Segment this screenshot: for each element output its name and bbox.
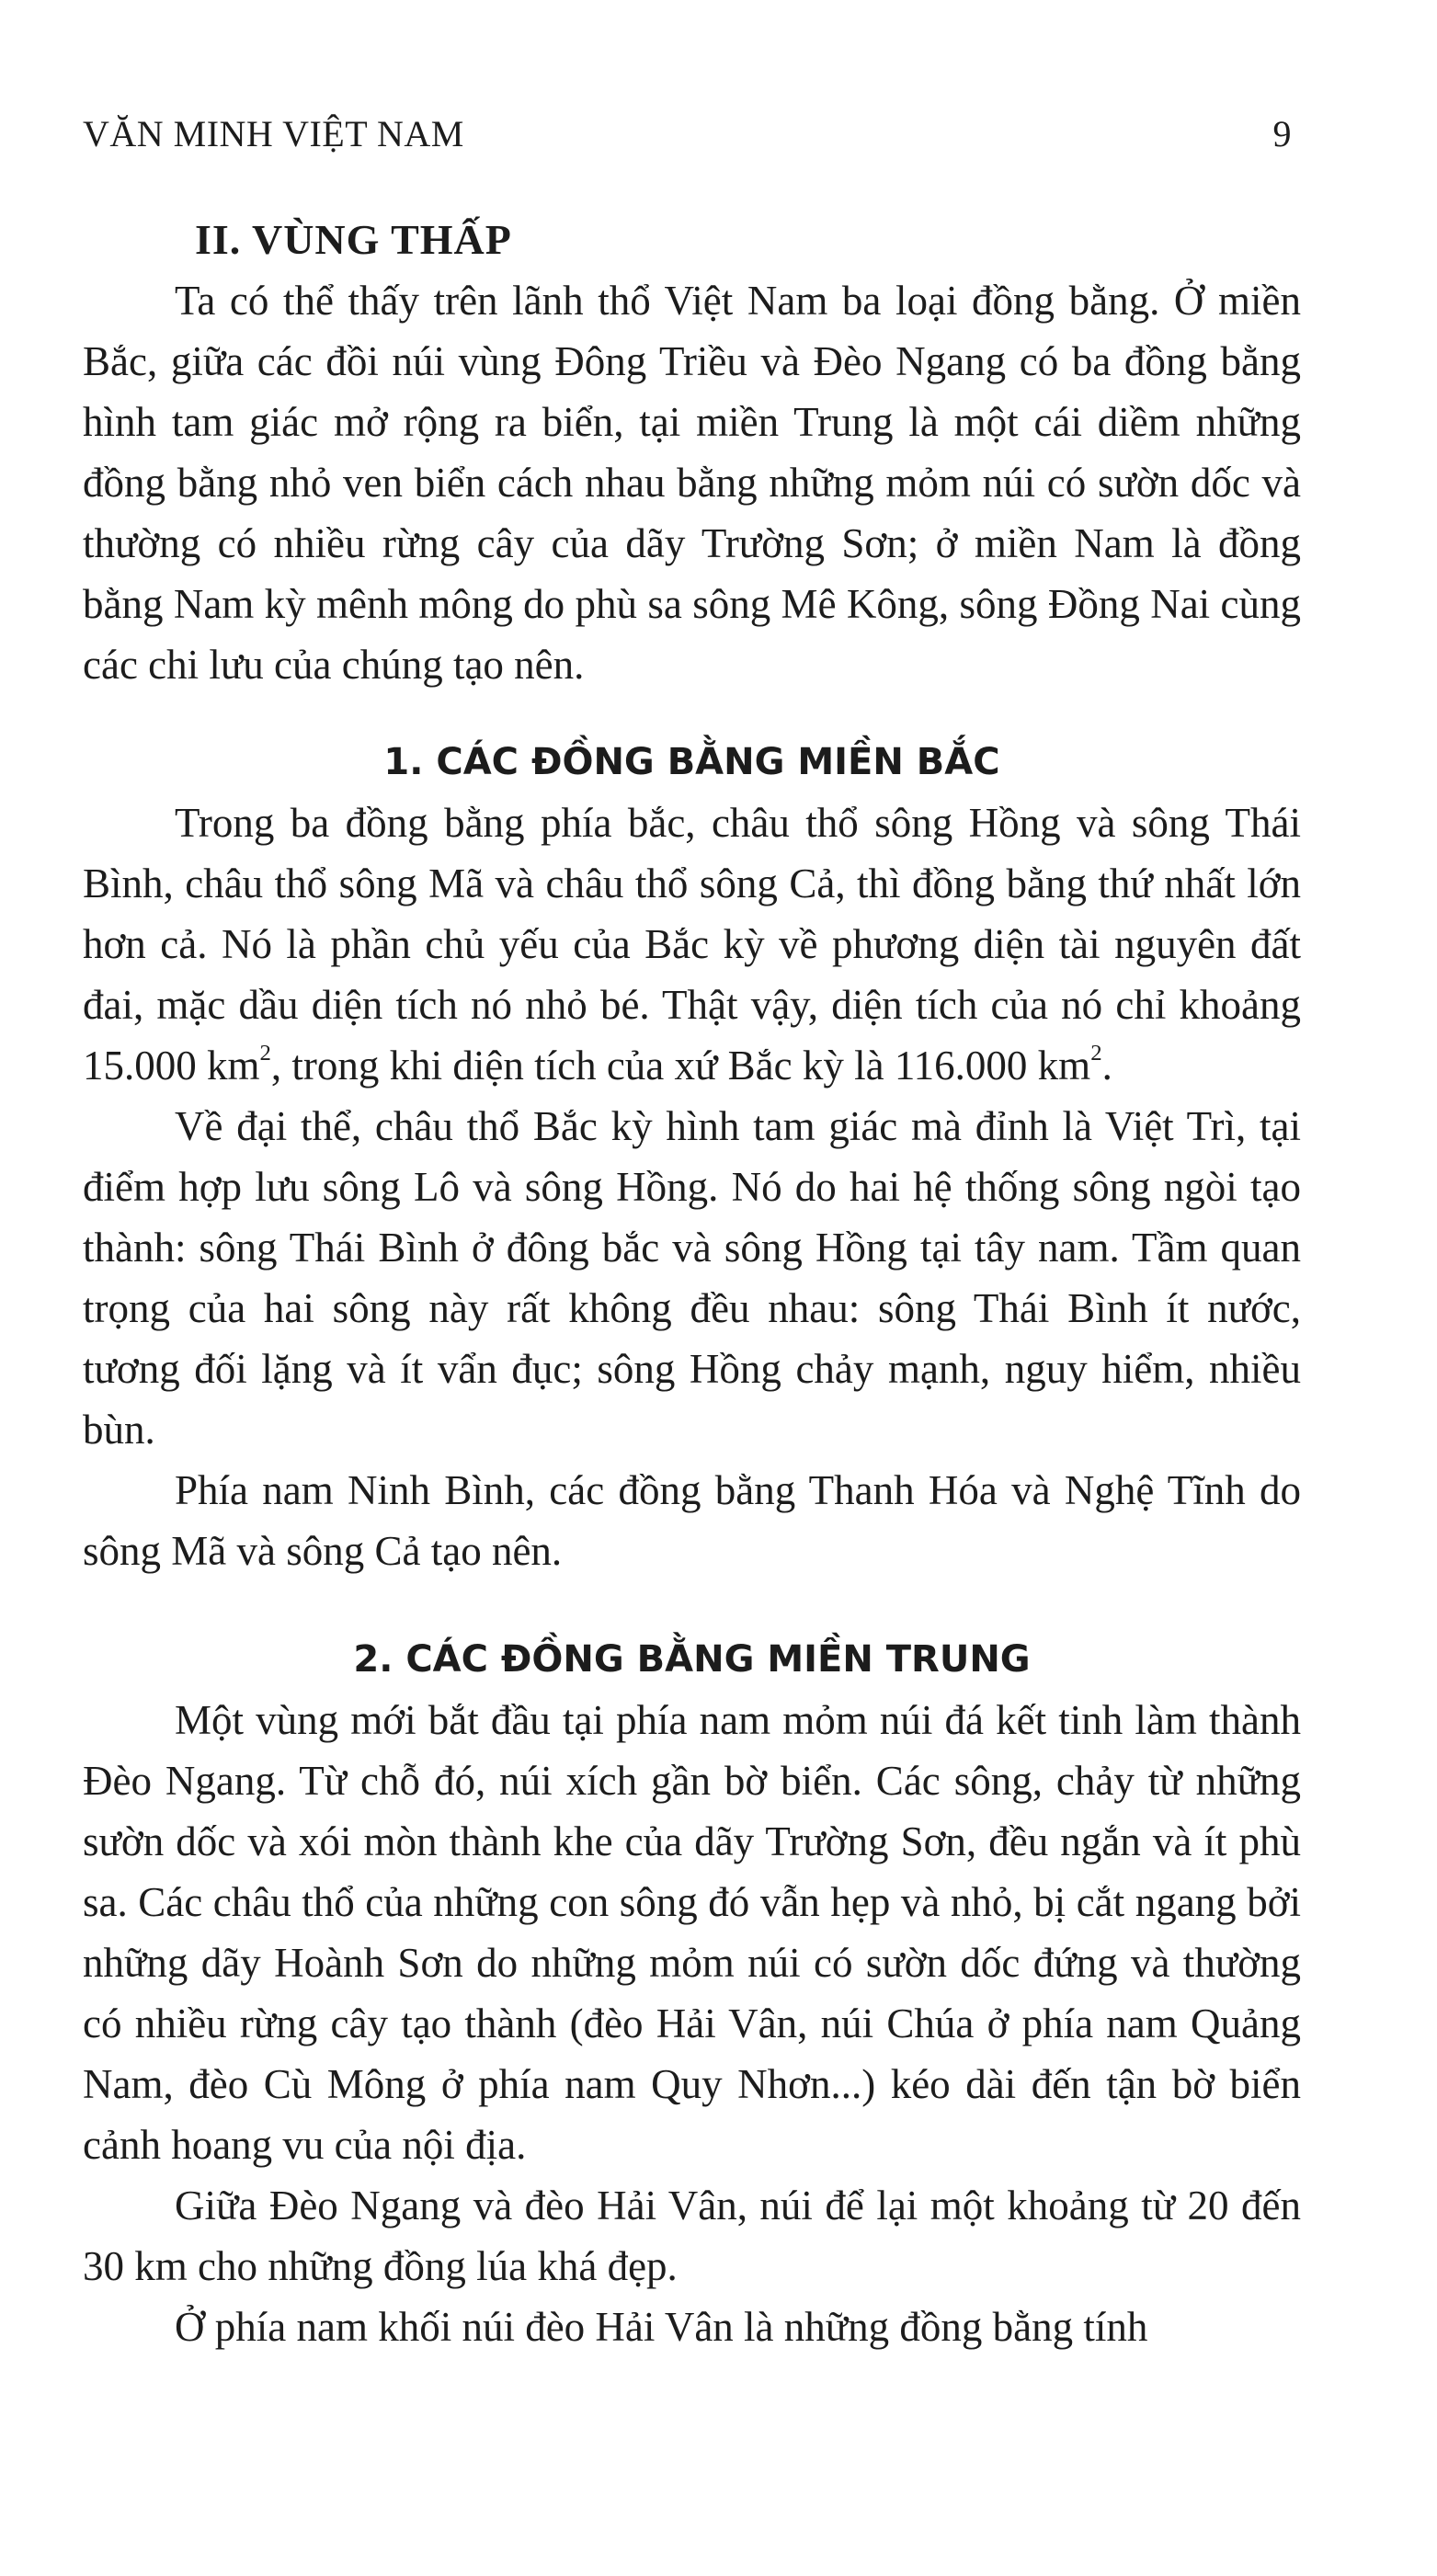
north-paragraph-2: Về đại thể, châu thổ Bắc kỳ hình tam giác mà đỉnh là Việt Trì, tại điểm hợp lưu sông Lô và sông Hồng. Nó do hai hệ thống sông ngòi tạo thành: sông Thái Bình ở đông bắc và sông Hồng tại tây nam. Tầm quan trọng của hai sông này rất không đều nhau: sông Thái Bình ít nước, tương đối lặng và ít vẩn đục; sông Hồng chảy mạnh, nguy hiểm, nhiều bùn. (83, 1103, 1301, 1453)
central-paragraph-2: Giữa Đèo Ngang và đèo Hải Vân, núi để lại một khoảng từ 20 đến 30 km cho những đồng lúa khá đẹp. (83, 2183, 1301, 2289)
north-paragraph-1 (83, 792, 1301, 1096)
north-paragraph-1-text-c: . (1101, 1043, 1112, 1089)
section-intro-paragraph: Ta có thể thấy trên lãnh thổ Việt Nam ba loại đồng bằng. Ở miền Bắc, giữa các đồi núi vùng Đông Triều và Đèo Ngang có ba đồng bằng hình tam giác mở rộng ra biển, tại miền Trung là một cái diềm những đồng bằng nhỏ ven biển cách nhau bằng những mỏm núi có sườn dốc và thường có nhiều rừng cây của dãy Trường Sơn; ở miền Nam là đồng bằng Nam kỳ mênh mông do phù sa sông Mê Kông, sông Đồng Nai cùng các chi lưu của chúng tạo nên. (83, 278, 1301, 688)
subsection-title-central: 2. CÁC ĐỒNG BẰNG MIỀN TRUNG (353, 1638, 1031, 1681)
superscript-2: 2 (1090, 1040, 1102, 1066)
north-paragraph-1-text-a: Trong ba đồng bằng phía bắc, châu thổ sông Hồng và sông Thái Bình, châu thổ sông Mã và châu thổ sông Cả, thì đồng bằng thứ nhất lớn hơn cả. Nó là phần chủ yếu của Bắc kỳ về phương diện tài nguyên đất đai, mặc dầu diện tích nó nhỏ bé. Thật vậy, diện tích của nó chỉ khoảng 15.000 km (83, 800, 1301, 1089)
section-title: II. VÙNG THẤP (195, 216, 512, 263)
subsection-title-north: 1. CÁC ĐỒNG BẰNG MIỀN BẮC (383, 741, 1000, 783)
superscript-2: 2 (259, 1040, 271, 1066)
running-header (83, 108, 1301, 160)
north-paragraph-1-text-b: , trong khi diện tích của xứ Bắc kỳ là 116.000 km (270, 1043, 1091, 1089)
page-number: 9 (1272, 113, 1292, 154)
central-paragraph-3: Ở phía nam khối núi đèo Hải Vân là những đồng bằng tính (175, 2304, 1148, 2350)
book-title: VĂN MINH VIỆT NAM (83, 113, 464, 154)
north-paragraph-3: Phía nam Ninh Bình, các đồng bằng Thanh Hóa và Nghệ Tĩnh do sông Mã và sông Cả tạo nên. (83, 1467, 1301, 1574)
central-paragraph-1: Một vùng mới bắt đầu tại phía nam mỏm núi đá kết tinh làm thành Đèo Ngang. Từ chỗ đó, núi xích gần bờ biển. Các sông, chảy từ những sườn dốc và xói mòn thành khe của dãy Trường Sơn, đều ngắn và ít phù sa. Các châu thổ của những con sông đó vẫn hẹp và nhỏ, bị cắt ngang bởi những dãy Hoành Sơn do những mỏm núi có sườn dốc đứng và thường có nhiều rừng cây tạo thành (đèo Hải Vân, núi Chúa ở phía nam Quảng Nam, đèo Cù Mông ở phía nam Quy Nhơn...) kéo dài đến tận bờ biển cảnh hoang vu của nội địa. (83, 1697, 1301, 2168)
